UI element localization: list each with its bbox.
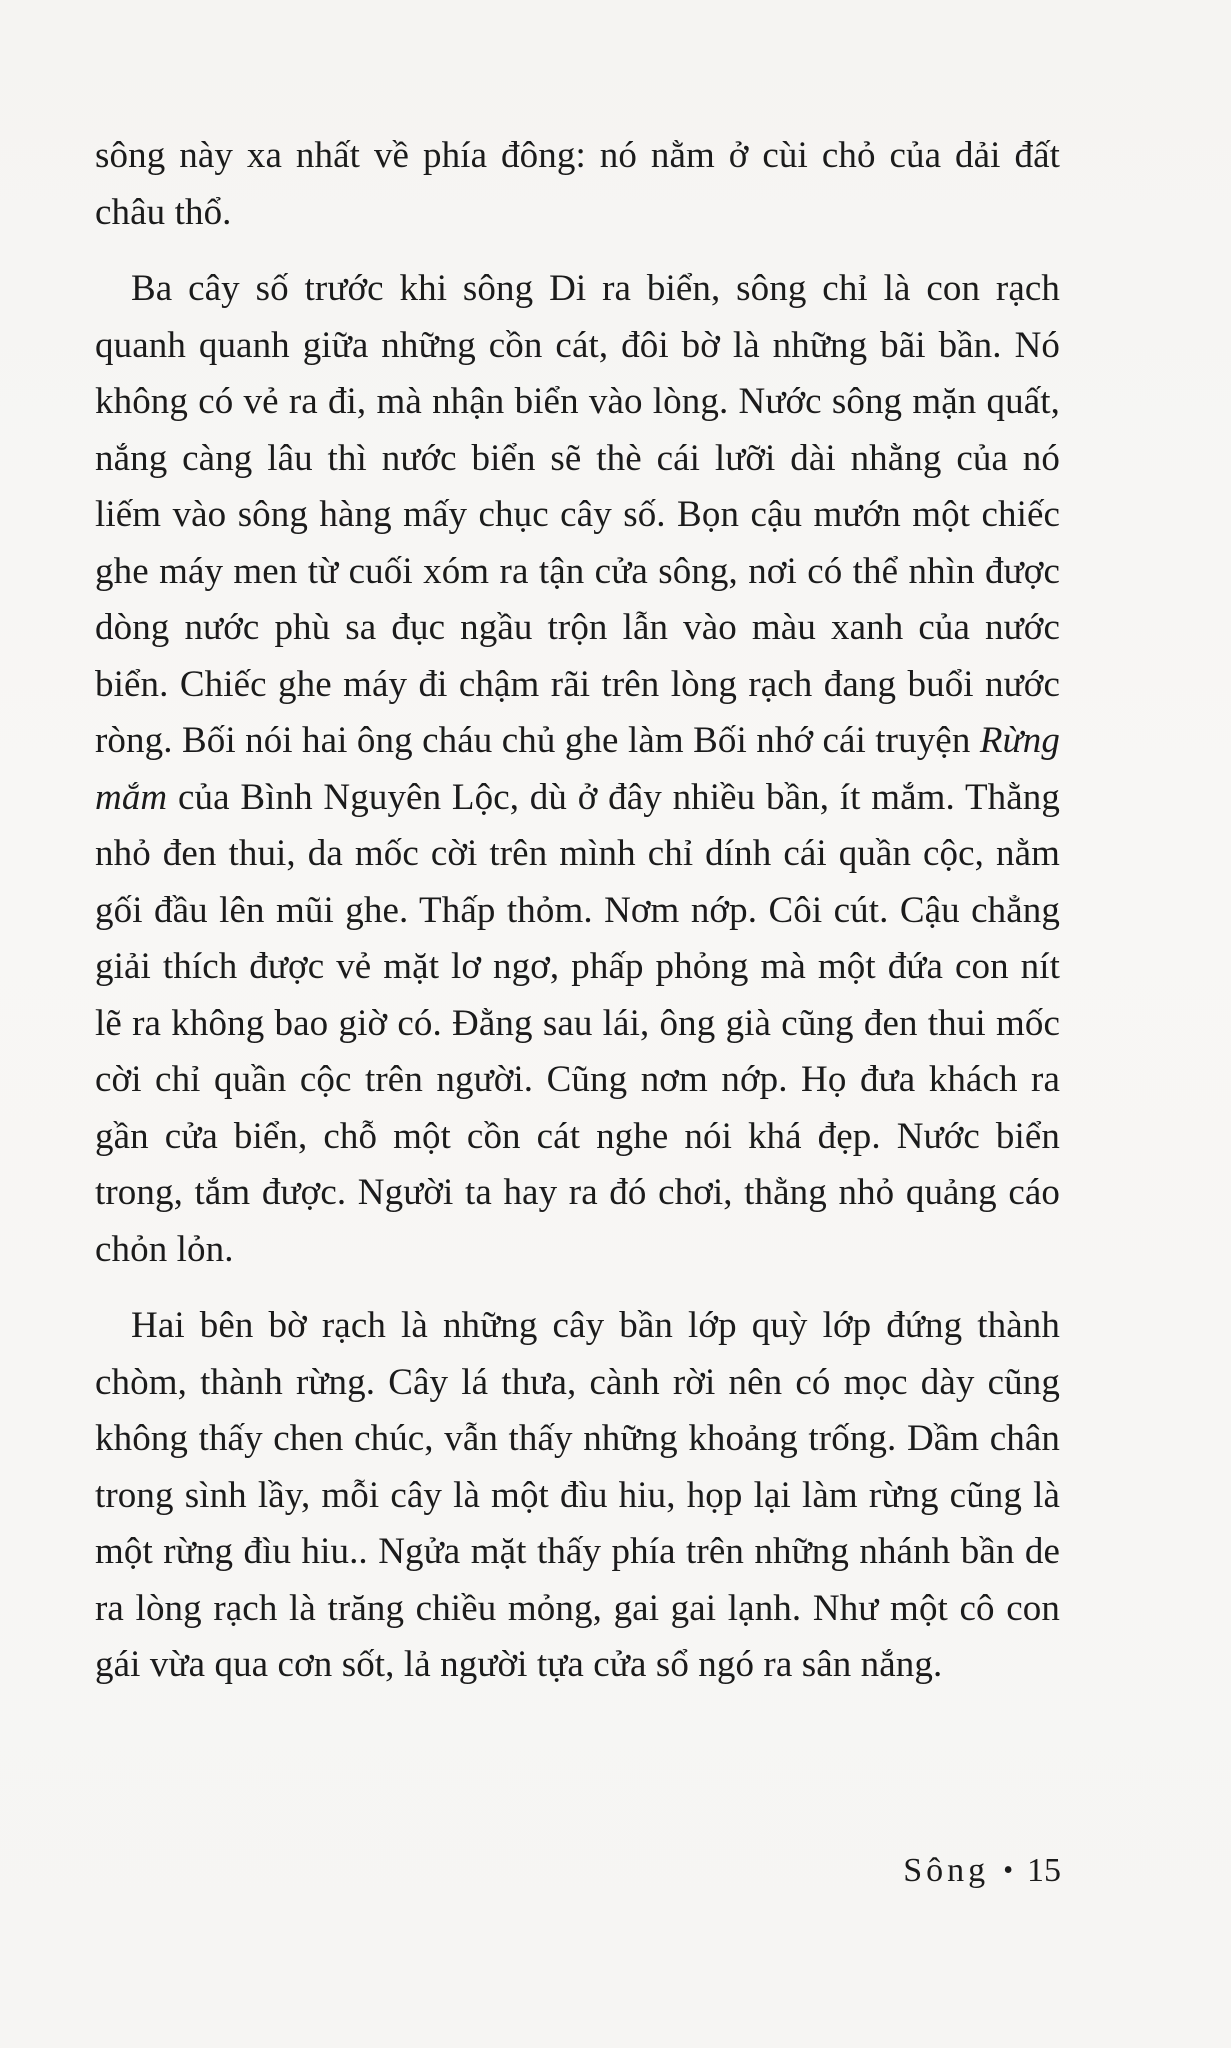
text-segment: Hai bên bờ rạch là những cây bần lớp quỳ lớp đứng thành chòm, thành rừng. Cây lá thưa, cành rời nên có mọc dày cũng không thấy chen chúc, vẫn thấy những khoảng trống. Dầm chân trong sình lầy, mỗi cây là một đìu hiu, họp lại làm rừng cũng là một rừng đìu hiu.. Ngửa mặt thấy phía trên những nhánh bần de ra lòng rạch là trăng chiều mỏng, gai gai lạnh. Như một cô con gái vừa qua cơn sốt, lả người tựa cửa sổ ngó ra sân nắng. (95, 1305, 1060, 1685)
body-text (95, 128, 1060, 1714)
page-footer (903, 1852, 1061, 1890)
paragraph (95, 261, 1060, 1278)
text-segment: sông này xa nhất về phía đông: nó nằm ở cùi chỏ của dải đất châu thổ. (95, 135, 1060, 233)
footer-separator: • (1003, 1855, 1013, 1886)
text-segment: Ba cây số trước khi sông Di ra biển, sông chỉ là con rạch quanh quanh giữa những cồn cát, đôi bờ là những bãi bần. Nó không có vẻ ra đi, mà nhận biển vào lòng. Nước sông mặn quất, nắng càng lâu thì nước biển sẽ thè cái lưỡi dài nhằng của nó liếm vào sông hàng mấy chục cây số. Bọn cậu mướn một chiếc ghe máy men từ cuối xóm ra tận cửa sông, nơi có thể nhìn được dòng nước phù sa đục ngầu trộn lẫn vào màu xanh của nước biển. Chiếc ghe máy đi chậm rãi trên lòng rạch đang buổi nước ròng. Bối nói hai ông cháu chủ ghe làm Bối nhớ cái truyện (95, 268, 1060, 761)
paragraph (95, 1298, 1060, 1694)
page-number: 15 (1027, 1852, 1061, 1889)
text-segment: của Bình Nguyên Lộc, dù ở đây nhiều bần, ít mắm. Thằng nhỏ đen thui, da mốc cời trên mình chỉ dính cái quần cộc, nằm gối đầu lên mũi ghe. Thấp thỏm. Nơm nớp. Côi cút. Cậu chẳng giải thích được vẻ mặt lơ ngơ, phấp phỏng mà một đứa con nít lẽ ra không bao giờ có. Đằng sau lái, ông già cũng đen thui mốc cời chỉ quần cộc trên người. Cũng nơm nớp. Họ đưa khách ra gần cửa biển, chỗ một cồn cát nghe nói khá đẹp. Nước biển trong, tắm được. Người ta hay ra đó chơi, thằng nhỏ quảng cáo chỏn lỏn. (95, 776, 1060, 1270)
italic-title: Rừng mắm (95, 720, 1060, 818)
paragraph (95, 128, 1060, 241)
running-title: Sông (903, 1852, 990, 1889)
